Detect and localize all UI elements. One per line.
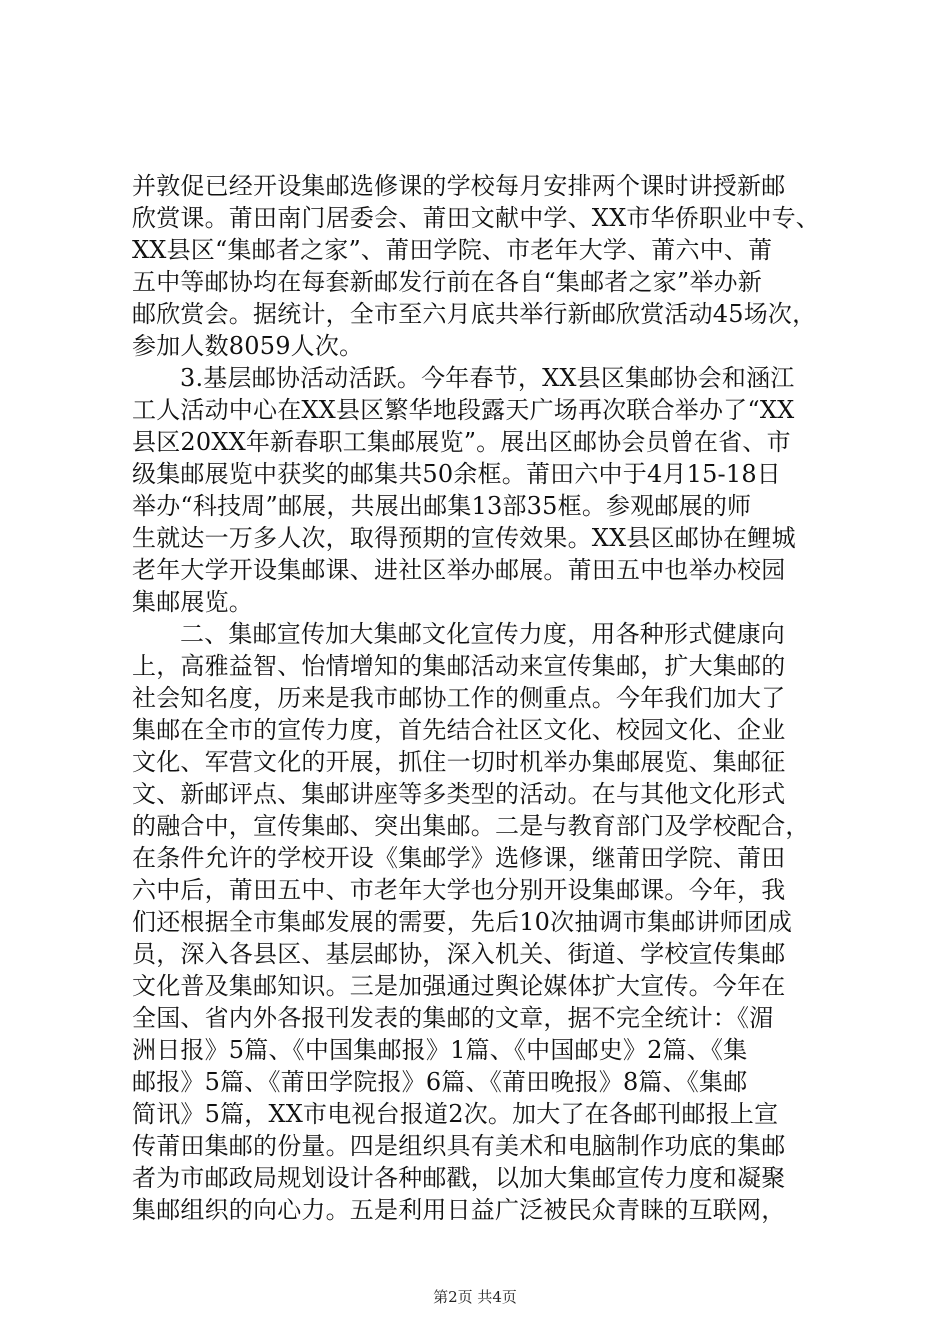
text-line: 文化、军营文化的开展，抓住一切时机举办集邮展览、集邮征 <box>132 748 786 776</box>
text-line: 在条件允许的学校开设《集邮学》选修课，继莆田学院、莆田 <box>132 844 786 872</box>
document-body <box>132 170 832 1226</box>
text-line: 集邮组织的向心力。五是利用日益广泛被民众青睐的互联网， <box>132 1196 786 1224</box>
text-line: 邮欣赏会。据统计，全市至六月底共举行新邮欣赏活动45场次， <box>132 300 817 328</box>
text-line: XX县区“集邮者之家”、莆田学院、市老年大学、莆六中、莆 <box>132 236 773 264</box>
paragraph-start-line: 3.基层邮协活动活跃。今年春节，XX县区集邮协会和涵江 <box>180 364 795 392</box>
text-line: 六中后，莆田五中、市老年大学也分别开设集邮课。今年，我 <box>132 876 786 904</box>
text-line: 参加人数8059人次。 <box>132 332 364 360</box>
text-line: 五中等邮协均在每套新邮发行前在各自“集邮者之家”举办新 <box>132 268 762 296</box>
text-line: 文、新邮评点、集邮讲座等多类型的活动。在与其他文化形式 <box>132 780 786 808</box>
text-line: 并敦促已经开设集邮选修课的学校每月安排两个课时讲授新邮 <box>132 172 786 200</box>
text-line: 者为市邮政局规划设计各种邮戳，以加大集邮宣传力度和凝聚 <box>132 1164 786 1192</box>
text-line: 的融合中，宣传集邮、突出集邮。二是与教育部门及学校配合， <box>132 812 810 840</box>
text-line: 集邮展览。 <box>132 588 253 616</box>
text-line: 老年大学开设集邮课、进社区举办邮展。莆田五中也举办校园 <box>132 556 786 584</box>
text-line: 县区20XX年新春职工集邮展览”。展出区邮协会员曾在省、市 <box>132 428 791 456</box>
page-number-label: 第2页 共4页 <box>433 1288 517 1306</box>
paragraph-start-line: 二、集邮宣传加大集邮文化宣传力度，用各种形式健康向 <box>180 620 785 648</box>
text-line: 员，深入各县区、基层邮协，深入机关、街道、学校宣传集邮 <box>132 940 786 968</box>
text-line: 举办“科技周”邮展，共展出邮集13部35框。参观邮展的师 <box>132 492 752 520</box>
text-line: 集邮在全市的宣传力度，首先结合社区文化、校园文化、企业 <box>132 716 786 744</box>
text-line: 工人活动中心在XX县区繁华地段露天广场再次联合举办了“XX <box>132 396 795 424</box>
text-line: 邮报》5篇、《莆田学院报》6篇、《莆田晚报》8篇、《集邮 <box>132 1068 748 1096</box>
text-line: 简讯》5篇，XX市电视台报道2次。加大了在各邮刊邮报上宣 <box>132 1100 779 1128</box>
text-line: 社会知名度，历来是我市邮协工作的侧重点。今年我们加大了 <box>132 684 786 712</box>
text-line: 生就达一万多人次，取得预期的宣传效果。XX县区邮协在鲤城 <box>132 524 796 552</box>
text-line: 全国、省内外各报刊发表的集邮的文章，据不完全统计：《湄 <box>132 1004 774 1032</box>
text-line: 上，高雅益智、怡情增知的集邮活动来宣传集邮，扩大集邮的 <box>132 652 786 680</box>
text-line: 洲日报》5篇、《中国集邮报》1篇、《中国邮史》2篇、《集 <box>132 1036 748 1064</box>
text-line: 级集邮展览中获奖的邮集共50余框。莆田六中于4月15-18日 <box>132 460 781 488</box>
text-line: 文化普及集邮知识。三是加强通过舆论媒体扩大宣传。今年在 <box>132 972 786 1000</box>
page-footer <box>0 1286 950 1307</box>
text-line: 们还根据全市集邮发展的需要，先后10次抽调市集邮讲师团成 <box>132 908 793 936</box>
text-line: 欣赏课。莆田南门居委会、莆田文献中学、XX市华侨职业中专、 <box>132 204 820 232</box>
text-line: 传莆田集邮的份量。四是组织具有美术和电脑制作功底的集邮 <box>132 1132 786 1160</box>
